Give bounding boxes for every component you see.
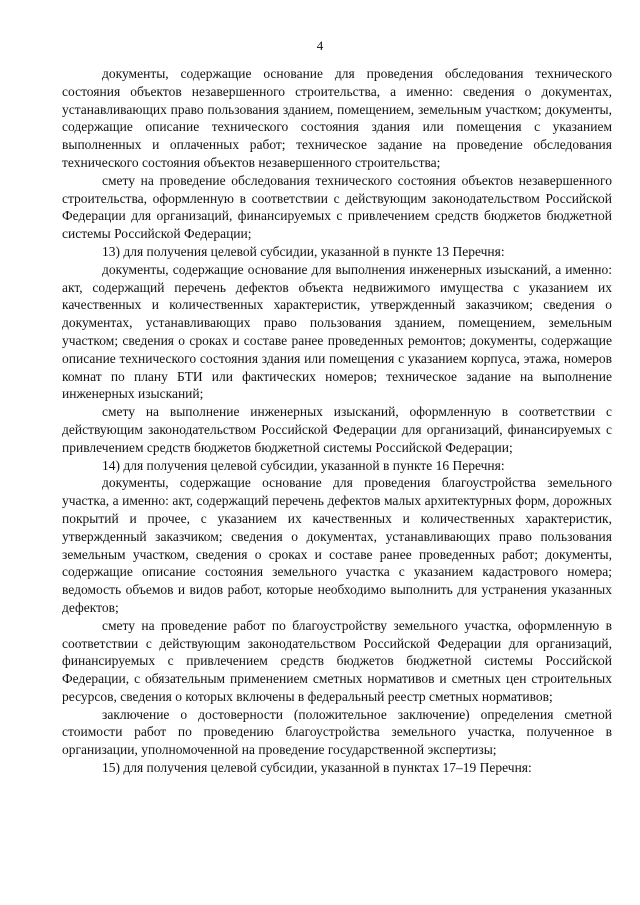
paragraph-expertise-conclusion: заключение о достоверности (положительное заключение) определения сметной стоимости работ по проведению благоустройства земельного участка, полученное в организации, уполномоченной на проведение государственной экспертизы; (62, 706, 612, 758)
paragraph-survey-documents: документы, содержащие основание для проведения обследования технического состояния объектов незавершенного строительства, а именно: сведения о документах, устанавливающих право пользования зданием, помещением, земельным участком; документы, содержащие описание технического состояния здания или помещения с указанием выполненных и оплаченных работ; техническое задание на проведение обследования технического состояния объектов незавершенного строительства; (62, 66, 612, 170)
paragraph-item-14: 14) для получения целевой субсидии, указанной в пункте 16 Перечня: (102, 457, 505, 473)
paragraph-landscaping-estimate: смету на проведение работ по благоустройству земельного участка, оформленную в соответствии с действующим законодательством Российской Федерации для организаций, финансируемых с привлечением средств бюджетов бюджетной системы Российской Федерации, с обязательным применением сметных нормативов и сметных цен строительных ресурсов, сведения о которых включены в федеральный реестр сметных нормативов; (62, 617, 612, 704)
paragraph-survey-estimate: смету на проведение обследования технического состояния объектов незавершенного строительства, оформленную в соответствии с действующим законодательством Российской Федерации для организаций, финансируемых с привлечением средств бюджетов бюджетной системы Российской Федерации; (62, 172, 612, 242)
paragraph-engineering-estimate: смету на выполнение инженерных изысканий, оформленную в соответствии с действующим законодательством Российской Федерации для организаций, финансируемых с привлечением средств бюджетов бюджетной системы Российской Федерации; (62, 404, 612, 455)
page-number: 4 (316, 38, 324, 53)
paragraph-item-13: 13) для получения целевой субсидии, указанной в пункте 13 Перечня: (102, 243, 505, 259)
paragraph-engineering-documents: документы, содержащие основание для выполнения инженерных изысканий, а именно: акт, содержащий перечень дефектов объекта недвижимого имущества с указанием их качественных и количественных характеристик, утвержденный заказчиком; сведения о документах, устанавливающих право пользования зданием, помещением, земельным участком; сведения о сроках и составе ранее проведенных ремонтов; документы, содержащие описание технического состояния здания или помещения с указанием корпуса, этажа, номеров комнат по плану БТИ или фактических номеров; техническое задание на выполнение инженерных изысканий; (62, 261, 612, 402)
paragraph-landscaping-documents: документы, содержащие основание для проведения благоустройства земельного участка, а именно: акт, содержащий перечень дефектов малых архитектурных форм, дорожных покрытий и прочее, с указанием их качественных и количественных характеристик, утвержденный заказчиком; сведения о документах, устанавливающих право пользования земельным участком, сведения о сроках и составе ранее проведенных работ; документы, содержащие описание состояния земельного участка с указанием кадастрового номера; ведомость объемов и видов работ, которые необходимо выполнить для устранения указанных дефектов; (62, 475, 612, 615)
document-body (62, 65, 612, 777)
paragraph-item-15: 15) для получения целевой субсидии, указанной в пунктах 17–19 Перечня: (102, 760, 532, 776)
